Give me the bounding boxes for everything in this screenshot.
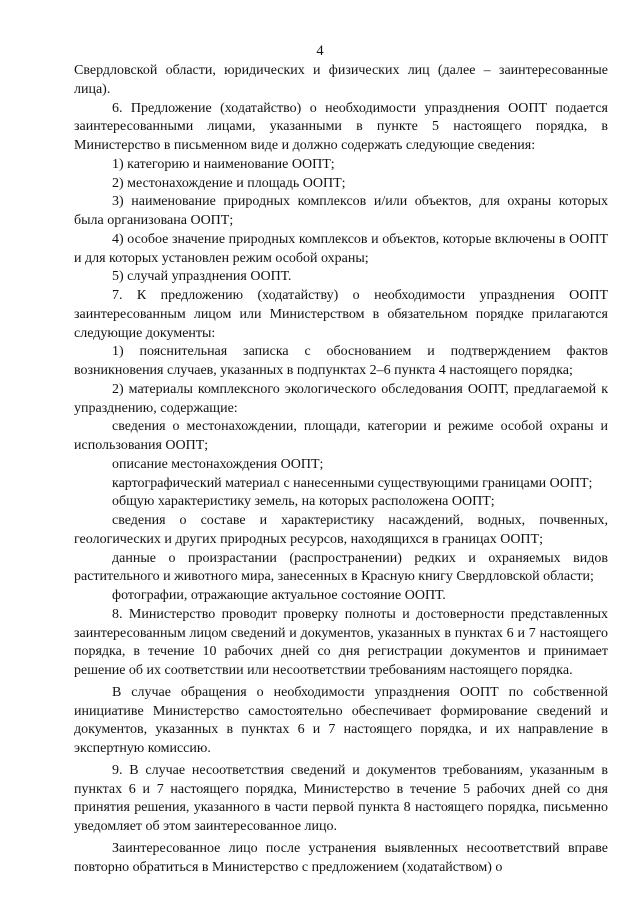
list-item: 2) местонахождение и площадь ООПТ; — [112, 175, 346, 191]
list-item: 5) случай упразднения ООПТ. — [112, 269, 292, 285]
list-item: 3) наименование природных комплексов и/или объектов, для охраны которых была организована ООПТ; — [74, 194, 608, 228]
paragraph-item-6: 6. Предложение (ходатайство) о необходимости упразднения ООПТ подается заинтересованными лицами, указанными в пункте 5 настоящего порядка, в Министерство в письменном виде и должно содержать следующие сведения: — [74, 100, 608, 153]
paragraph-item-7: 7. К предложению (ходатайству) о необходимости упразднения ООПТ заинтересованным лицом или Министерством в обязательном порядке прилагаются следующие документы: — [74, 288, 608, 341]
paragraph-item-8: 8. Министерство проводит проверку полноты и достоверности представленных заинтересованным лицом сведений и документов, указанных в пунктах 6 и 7 настоящего порядка, в течение 10 рабочих дней со дня регистрации документов и принимает решение об их соответствии или несоответствии требованиям настоящего порядка. — [74, 606, 608, 678]
paragraph: В случае обращения о необходимости упразднения ООПТ по собственной инициативе Министерство самостоятельно обеспечивает формирование сведений и документов, указанных в пунктах 6 и 7 настоящего порядка, и их направление в экспертную комиссию. — [74, 684, 608, 756]
list-item: картографический материал с нанесенными существующими границами ООПТ; — [112, 475, 593, 491]
document-body — [74, 62, 608, 877]
list-item: общую характеристику земель, на которых расположена ООПТ; — [112, 494, 495, 510]
page-number: 4 — [316, 43, 324, 59]
list-item: фотографии, отражающие актуальное состояние ООПТ. — [112, 588, 446, 603]
list-item: описание местонахождения ООПТ; — [112, 456, 324, 472]
paragraph-item-9: 9. В случае несоответствия сведений и документов требованиям, указанным в пунктах 6 и 7 настоящего порядка, Министерство в течение 5 рабочих дней со дня принятия решения, указанного в части первой пункта 8 настоящего порядка, письменно уведомляет об этом заинтересованное лицо. — [74, 762, 608, 834]
paragraph: Заинтересованное лицо после устранения выявленных несоответствий вправе повторно обратиться в Министерство с предложением (ходатайством) о — [74, 840, 608, 875]
list-item: сведения о составе и характеристику насаждений, водных, почвенных, геологических и других природных ресурсов, находящихся в границах ООПТ; — [74, 513, 608, 547]
list-item: 2) материалы комплексного экологического обследования ООПТ, предлагаемой к упразднению, содержащие: — [74, 381, 608, 416]
list-item: данные о произрастании (распространении) редких и охраняемых видов растительного и животного мира, занесенных в Красную книгу Свердловской области; — [74, 550, 608, 585]
paragraph-continuation: Свердловской области, юридических и физических лиц (далее – заинтересованные лица). — [74, 63, 608, 97]
list-item: 4) особое значение природных комплексов и объектов, которые включены в ООПТ и для которых установлен режим особой охраны; — [74, 231, 608, 266]
list-item: 1) пояснительная записка с обоснованием и подтверждением фактов возникновения случаев, указанных в подпунктах 2–6 пункта 4 настоящего порядка; — [74, 344, 608, 378]
list-item: сведения о местонахождении, площади, категории и режиме особой охраны и использования ООПТ; — [74, 419, 608, 453]
list-item: 1) категорию и наименование ООПТ; — [112, 156, 335, 172]
